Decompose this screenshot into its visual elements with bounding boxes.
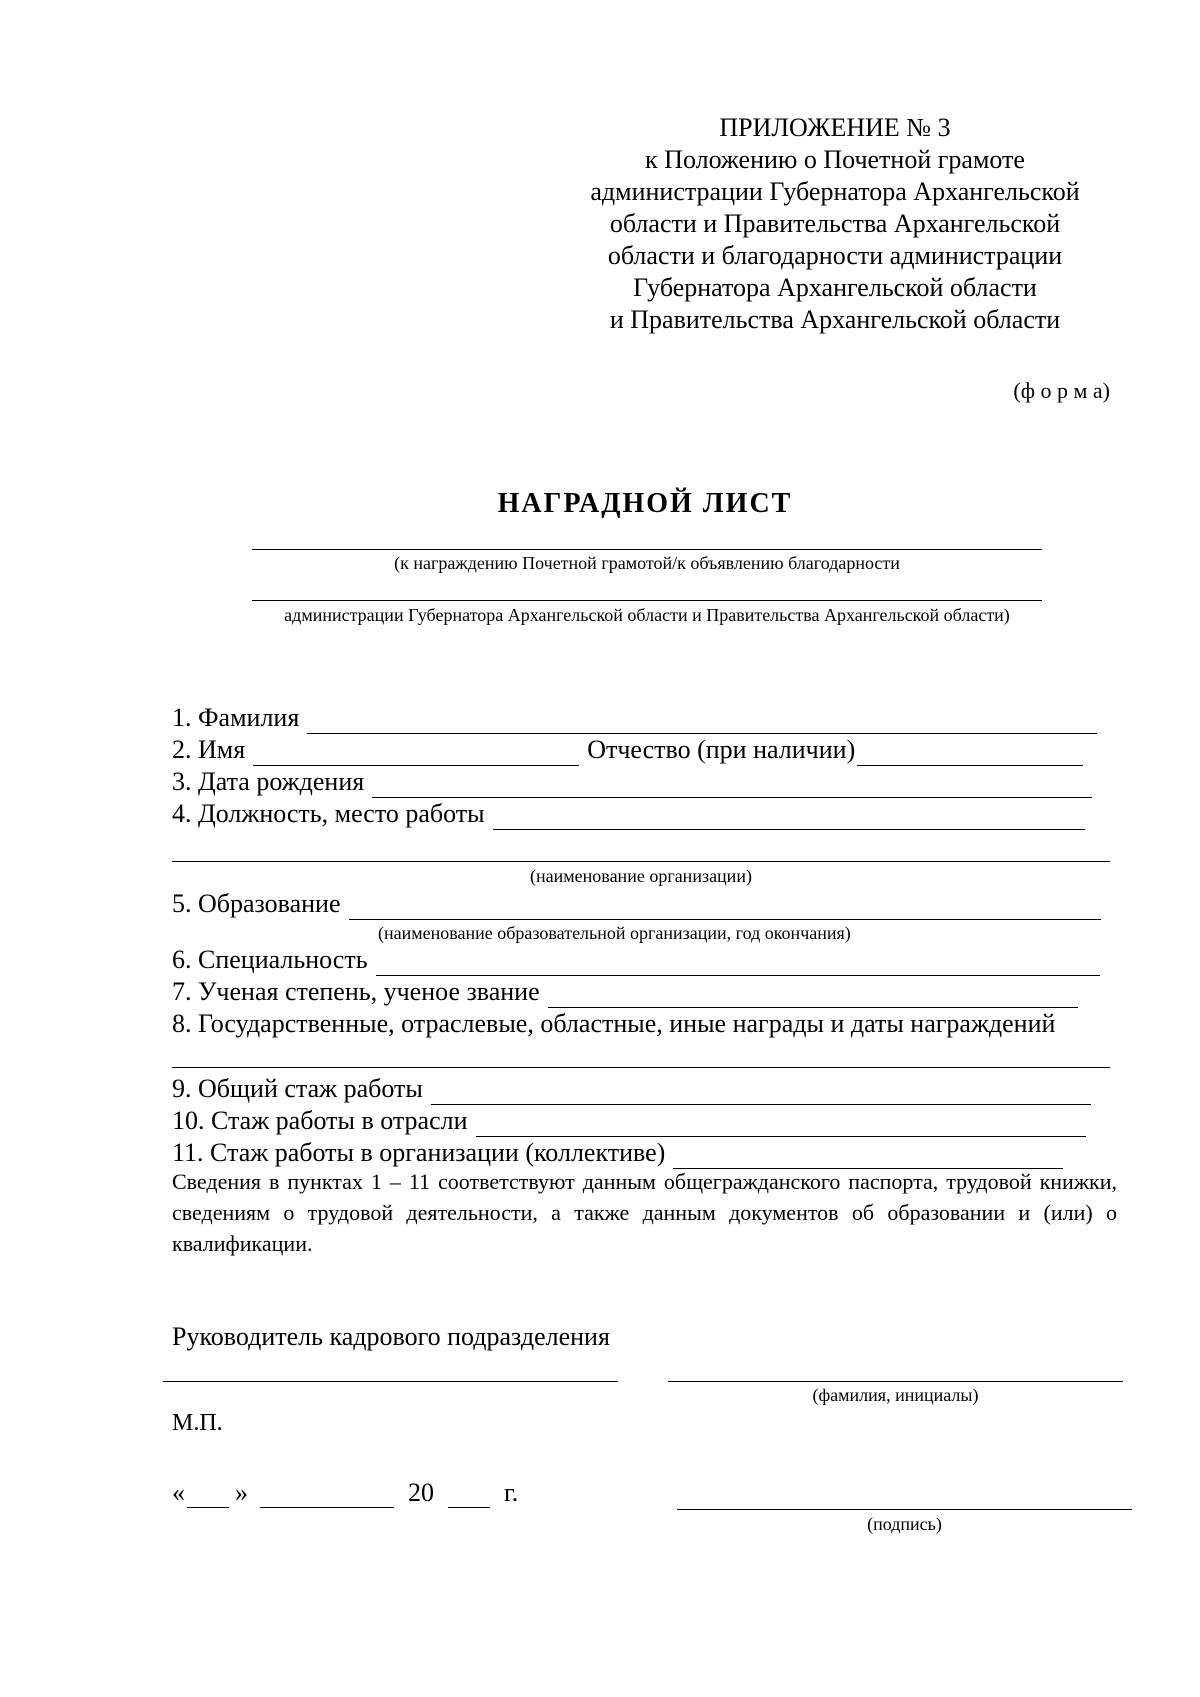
- appendix-header: [560, 112, 1110, 336]
- hr-head-label: Руководитель кадрового подразделения: [172, 1322, 610, 1351]
- appendix-line: и Правительства Архангельской области: [609, 305, 1061, 334]
- field-education: [172, 888, 1101, 920]
- field-birthdate-label: 3. Дата рождения: [172, 767, 365, 796]
- date-year-suffix: г.: [504, 1478, 519, 1507]
- field-patronymic-input[interactable]: [857, 741, 1083, 766]
- field-surname-input[interactable]: [307, 709, 1097, 734]
- appendix-line: ПРИЛОЖЕНИЕ № 3: [719, 113, 951, 142]
- field-awards-label: 8. Государственные, отраслевые, областные, иные награды и даты награждений: [172, 1009, 1056, 1038]
- name-hint: (фамилия, инициалы): [812, 1385, 979, 1405]
- field-industry-experience-label: 10. Стаж работы в отрасли: [172, 1106, 468, 1135]
- date-month-input[interactable]: [260, 1483, 394, 1508]
- stamp-label: М.П.: [172, 1410, 223, 1436]
- field-degree: [172, 976, 1078, 1008]
- date-block: [172, 1476, 518, 1508]
- date-year-prefix: 20: [408, 1478, 434, 1507]
- hr-head-position-line[interactable]: [163, 1381, 618, 1382]
- appendix-line: области и Правительства Архангельской: [609, 209, 1061, 238]
- field-position-hint: (наименование организации): [530, 866, 752, 886]
- subtitle-text-1: (к награждению Почетной грамотой/к объявлению благодарности: [394, 553, 900, 573]
- field-position: [172, 798, 1085, 830]
- field-degree-input[interactable]: [548, 983, 1078, 1008]
- field-industry-experience-input[interactable]: [476, 1112, 1086, 1137]
- field-surname: [172, 702, 1097, 734]
- field-position-line-2[interactable]: [172, 861, 1110, 862]
- field-industry-experience: [172, 1105, 1086, 1137]
- hr-head-name-line[interactable]: [668, 1381, 1123, 1382]
- field-specialty-label: 6. Специальность: [172, 945, 368, 974]
- subtitle-text-2: администрации Губернатора Архангельской области и Правительства Архангельской области): [284, 605, 1010, 625]
- date-year-input[interactable]: [448, 1483, 490, 1508]
- signature-hint: (подпись): [867, 1514, 942, 1534]
- field-degree-label: 7. Ученая степень, ученое звание: [172, 977, 540, 1006]
- page-title: НАГРАДНОЙ ЛИСТ: [497, 488, 793, 519]
- field-birthdate: [172, 766, 1092, 798]
- date-day-input[interactable]: [187, 1483, 229, 1508]
- field-specialty-input[interactable]: [376, 951, 1100, 976]
- subtitle-line-2: [252, 600, 1042, 601]
- field-specialty: [172, 944, 1100, 976]
- subtitle-line-1: [252, 549, 1042, 550]
- field-name-input[interactable]: [253, 741, 579, 766]
- field-org-experience: [172, 1137, 1063, 1169]
- field-position-label: 4. Должность, место работы: [172, 799, 485, 828]
- appendix-line: администрации Губернатора Архангельской: [590, 177, 1080, 206]
- field-awards-input[interactable]: [172, 1067, 1110, 1068]
- field-surname-label: 1. Фамилия: [172, 703, 300, 732]
- field-education-hint: (наименование образовательной организации, год окончания): [378, 923, 851, 943]
- field-total-experience: [172, 1073, 1091, 1105]
- field-education-label: 5. Образование: [172, 889, 341, 918]
- field-total-experience-label: 9. Общий стаж работы: [172, 1074, 423, 1103]
- field-total-experience-input[interactable]: [431, 1080, 1091, 1105]
- field-name-label: 2. Имя: [172, 735, 246, 764]
- date-quote-open: «: [172, 1478, 185, 1507]
- field-name: [172, 734, 1083, 766]
- appendix-line: области и благодарности администрации: [607, 241, 1063, 270]
- field-awards: [172, 1008, 1055, 1040]
- field-birthdate-input[interactable]: [372, 773, 1092, 798]
- appendix-line: Губернатора Архангельской области: [633, 273, 1037, 302]
- form-note: (ф о р м а): [1013, 378, 1110, 403]
- info-note: Сведения в пунктах 1 – 11 соответствуют данным общегражданского паспорта, трудовой книжки, сведениям о трудовой деятельности, а также данным документов об образовании и (или) о квалификации.: [172, 1169, 1117, 1256]
- appendix-line: к Положению о Почетной грамоте: [645, 145, 1025, 174]
- field-org-experience-label: 11. Стаж работы в организации (коллективе): [172, 1138, 666, 1167]
- field-position-input[interactable]: [493, 805, 1085, 830]
- date-quote-close: »: [235, 1478, 248, 1507]
- field-patronymic-label: Отчество (при наличии): [587, 735, 856, 764]
- field-education-input[interactable]: [349, 895, 1101, 920]
- signature-line[interactable]: [677, 1509, 1132, 1510]
